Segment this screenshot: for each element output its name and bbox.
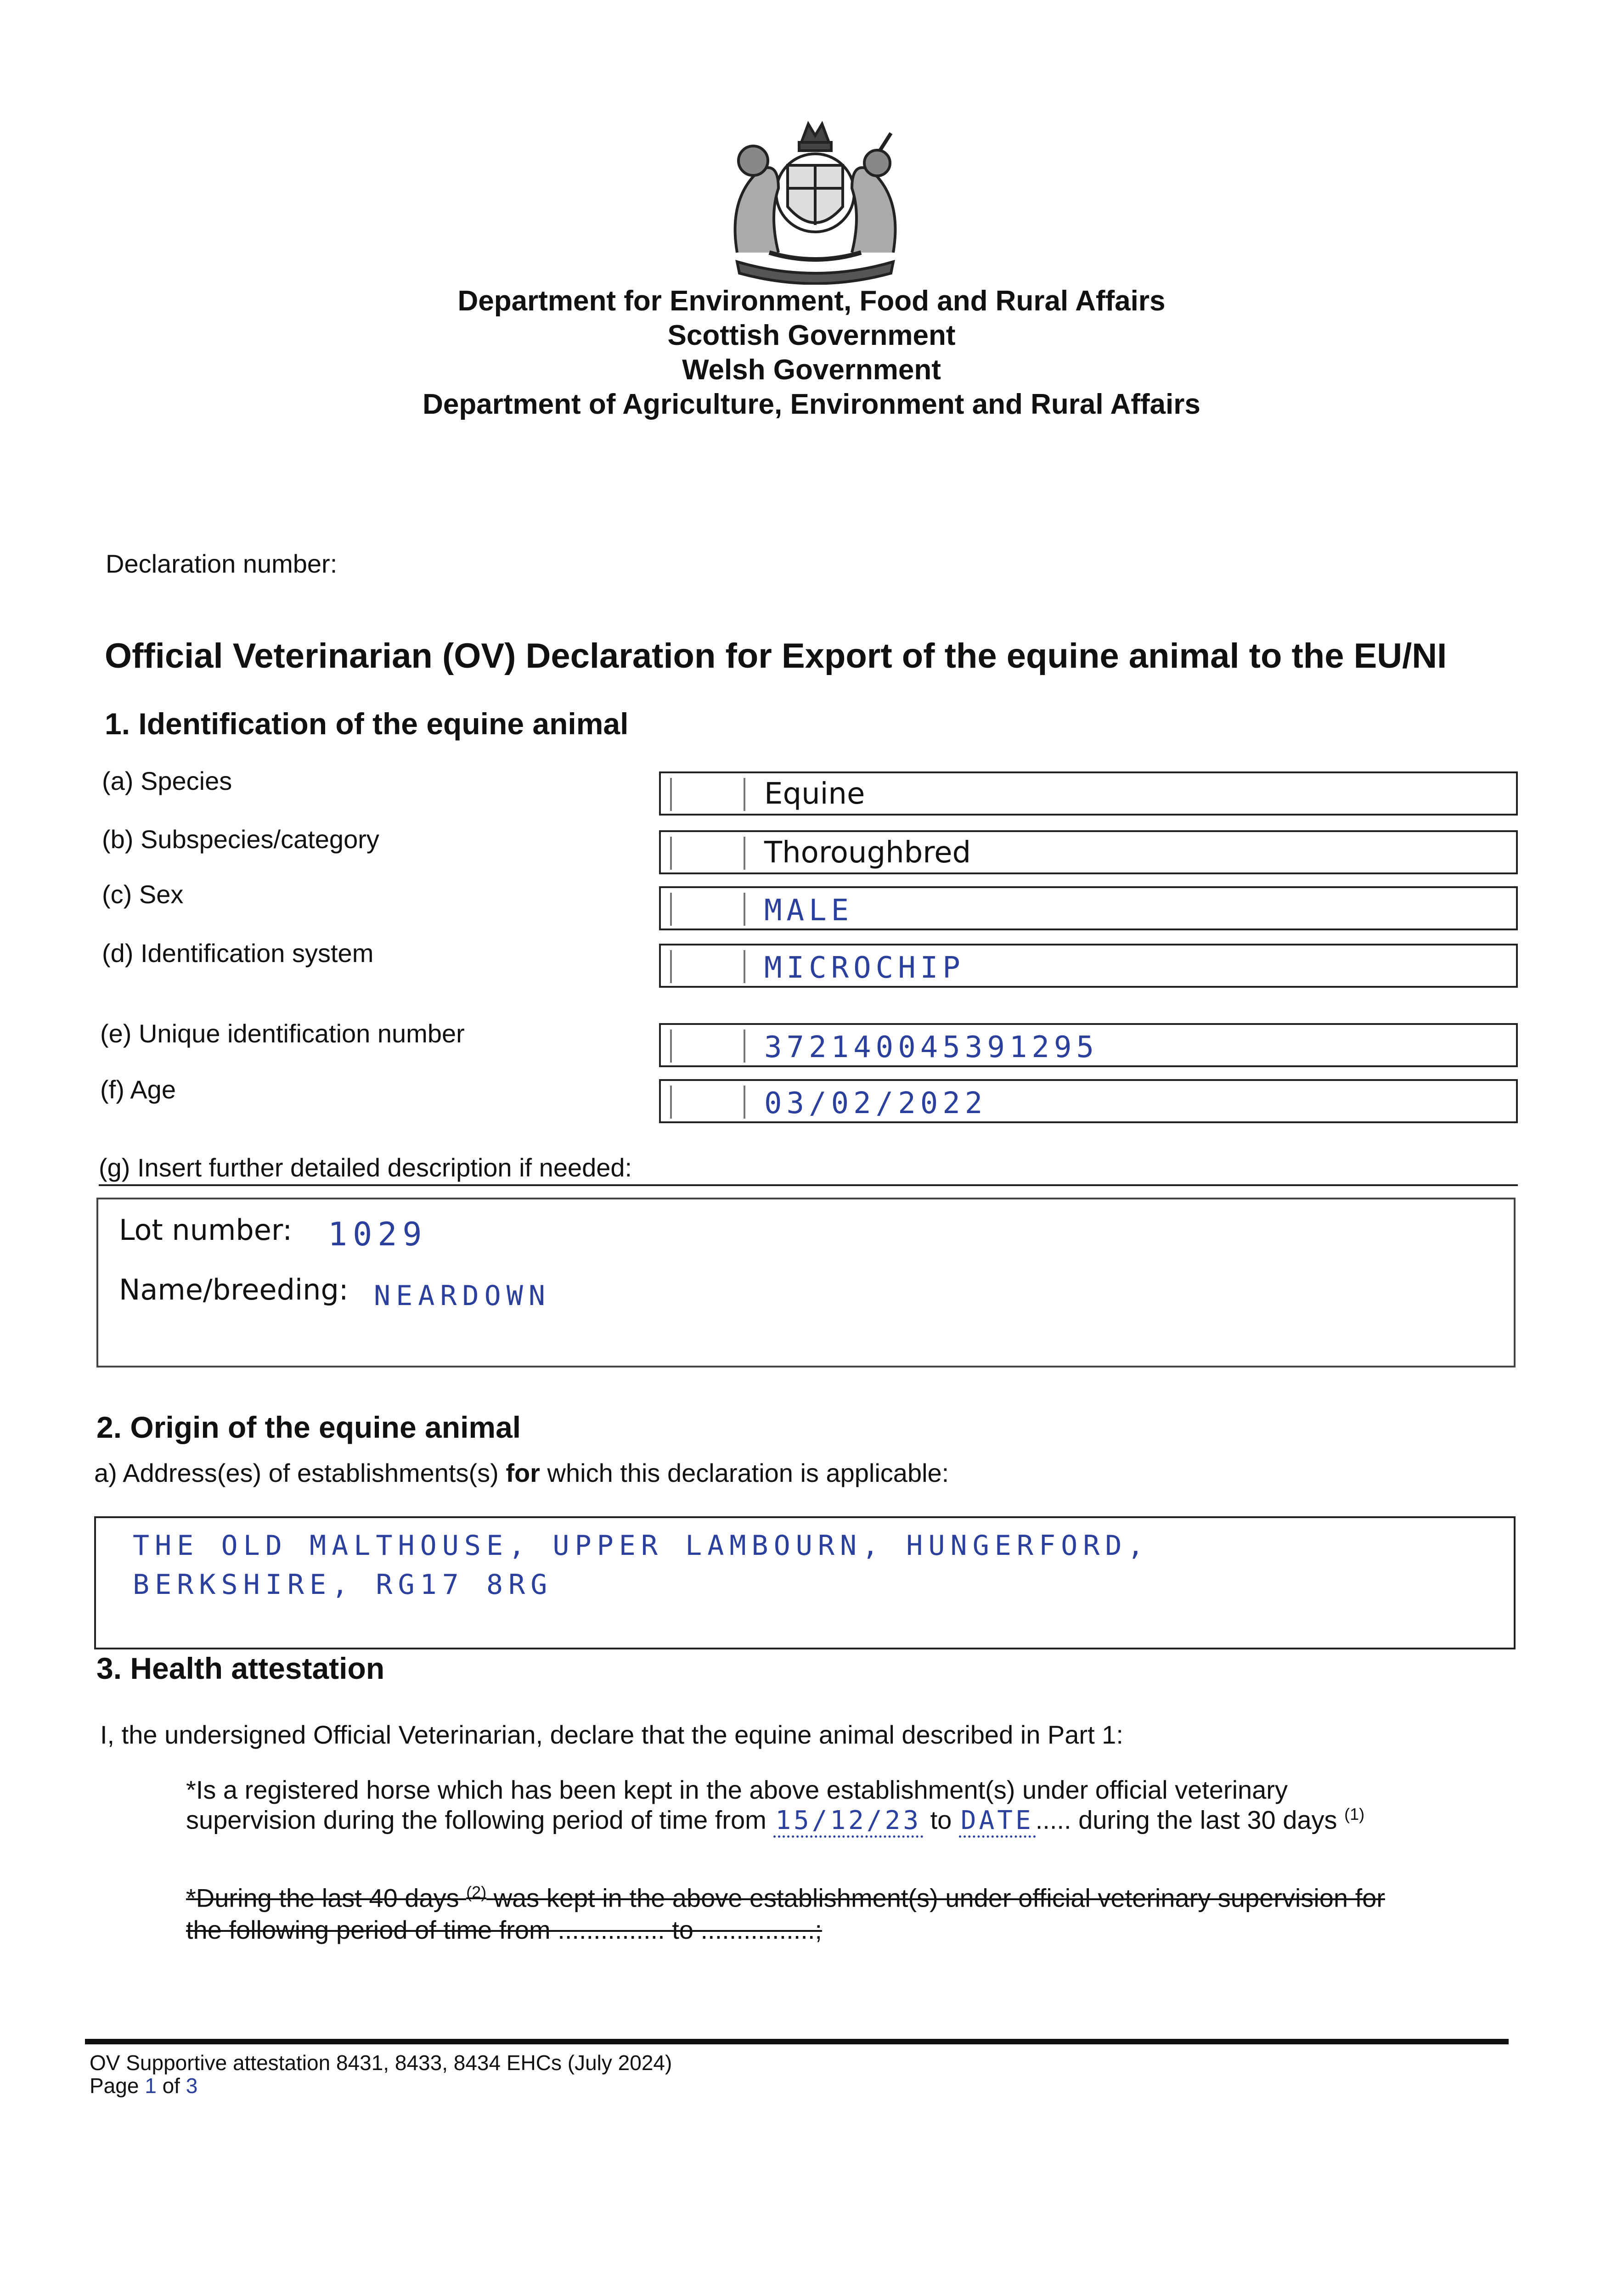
identification-system-value: MICROCHIP (764, 951, 965, 985)
unique-id-value: 372140045391295 (764, 1030, 1099, 1064)
subspecies-value: Thoroughbred (764, 836, 971, 870)
header-welsh-government: Welsh Government (682, 354, 941, 386)
lot-number-value: 1029 (328, 1216, 428, 1253)
species-label: (a) Species (102, 766, 232, 795)
attestation-para1-line2: supervision during the following period of time from 15/12/23 to DATE..... during the last 30 days $^{(1)}$ (186, 1805, 1364, 1838)
species-value: Equine (764, 777, 865, 811)
sex-field[interactable] (659, 886, 1518, 930)
attestation-para2-line1: *During the last 40 days $^{(2)}$ was kept in the above establishment(s) under official veterinary supervision for (186, 1883, 1385, 1913)
footer-page-number: Page 1 of 3 (90, 2074, 198, 2098)
royal-coat-of-arms-emblem (710, 115, 921, 285)
address-box[interactable] (94, 1516, 1516, 1649)
species-field[interactable] (659, 771, 1518, 816)
unique-id-field[interactable] (659, 1023, 1518, 1067)
footer-attestation-reference: OV Supportive attestation 8431, 8433, 8434 EHCs (July 2024) (90, 2051, 672, 2075)
section3-heading: 3. Health attestation (96, 1651, 385, 1685)
unique-id-label: (e) Unique identification number (100, 1019, 465, 1048)
sex-label: (c) Sex (102, 880, 184, 909)
address-line-2: BERKSHIRE, RG17 8RG (133, 1569, 553, 1601)
subspecies-label: (b) Subspecies/category (102, 825, 379, 854)
age-field[interactable] (659, 1079, 1518, 1123)
attestation-para1-line1: *Is a registered horse which has been kept in the above establishment(s) under official veterinary (186, 1775, 1288, 1804)
section1-heading: 1. Identification of the equine animal (105, 707, 629, 741)
header-defra: Department for Environment, Food and Rural Affairs (457, 285, 1166, 317)
age-label: (f) Age (100, 1075, 176, 1104)
declaration-number-label: Declaration number: (106, 549, 338, 578)
header-daera: Department of Agriculture, Environment and Rural Affairs (423, 388, 1200, 420)
document-title: Official Veterinarian (OV) Declaration for Export of the equine animal to the EU/NI (105, 636, 1447, 675)
description-label: (g) Insert further detailed description if needed: (99, 1153, 1518, 1186)
sex-value: MALE (764, 894, 854, 928)
attestation-para2-line2: the following period of time from ............... to ................; (186, 1915, 822, 1944)
header-scottish-government: Scottish Government (667, 320, 956, 351)
address-label: a) Address(es) of establishments(s) for which this declaration is applicable: (94, 1458, 949, 1487)
attestation-intro: I, the undersigned Official Veterinarian, declare that the equine animal described in Part 1: (100, 1720, 1123, 1749)
identification-system-label: (d) Identification system (102, 939, 374, 968)
section2-heading: 2. Origin of the equine animal (96, 1410, 521, 1444)
description-box[interactable] (96, 1198, 1516, 1367)
to-date-value: DATE (959, 1806, 1036, 1838)
age-value: 03/02/2022 (764, 1086, 987, 1120)
subspecies-field[interactable] (659, 830, 1518, 874)
name-breeding-value: NEARDOWN (374, 1280, 551, 1312)
identification-system-field[interactable] (659, 944, 1518, 988)
address-line-1: THE OLD MALTHOUSE, UPPER LAMBOURN, HUNGERFORD, (133, 1530, 1150, 1562)
lot-number-label: Lot number: (119, 1213, 293, 1247)
footer-rule (85, 2039, 1509, 2044)
from-date-value: 15/12/23 (773, 1806, 923, 1838)
name-breeding-label: Name/breeding: (119, 1273, 349, 1306)
